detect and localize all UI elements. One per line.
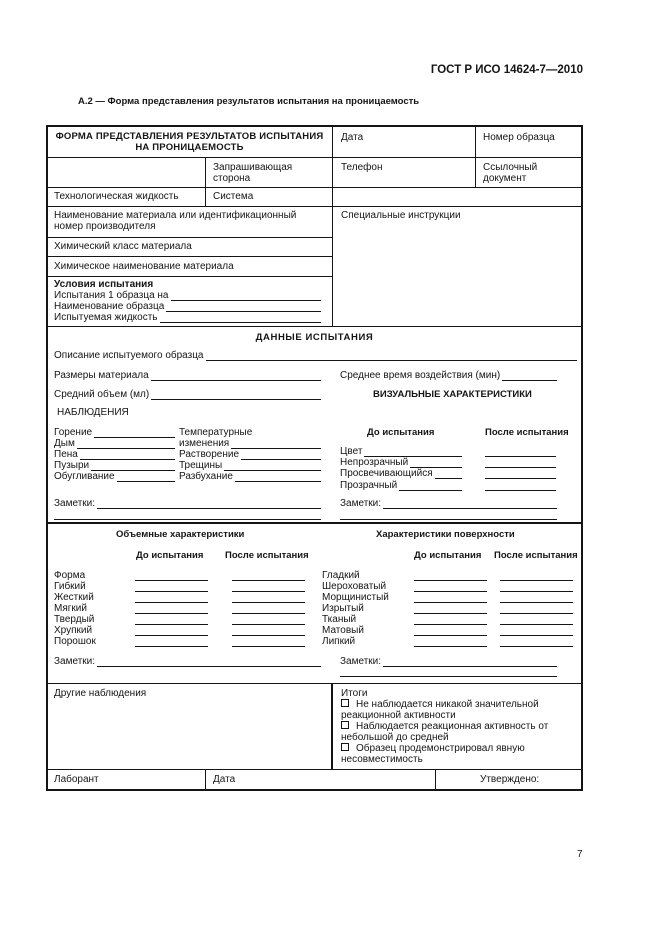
notes-field — [340, 498, 557, 509]
fill-line — [485, 478, 556, 479]
table-rule — [47, 157, 582, 158]
observation-label: Пена — [54, 449, 78, 460]
visual-after-header: После испытания — [485, 427, 569, 438]
process-fluid-label: Технологическая жидкость — [54, 191, 179, 202]
annex-heading: А.2 — Форма представления результатов испытания на проницаемость — [78, 96, 420, 107]
fill-line — [135, 613, 208, 614]
volumetric-item-label: Жесткий — [54, 592, 94, 603]
checkbox-icon — [341, 743, 349, 751]
observation-item — [179, 460, 321, 471]
fill-line — [414, 591, 487, 592]
other-observations-label: Другие наблюдения — [54, 688, 147, 699]
fill-line — [500, 613, 573, 614]
fill-line — [500, 602, 573, 603]
fill-line — [160, 313, 321, 323]
fill-line — [414, 602, 487, 603]
fill-line — [500, 635, 573, 636]
table-divider — [331, 683, 333, 769]
observation-item — [54, 471, 175, 482]
table-rule — [47, 522, 582, 524]
volumetric-title: Объемные характеристики — [116, 529, 245, 540]
volumetric-item-label: Порошок — [54, 636, 96, 647]
observation-item — [179, 471, 321, 482]
result-option — [341, 699, 539, 721]
fill-line — [135, 580, 208, 581]
chemical-name-label: Химическое наименование материала — [54, 261, 234, 272]
footer-date-label: Дата — [213, 774, 236, 785]
fill-line — [135, 591, 208, 592]
fill-line — [97, 499, 321, 509]
technician-label: Лаборант — [54, 774, 99, 785]
avg-exposure-time-field — [340, 370, 557, 381]
surface-item-label: Гладкий — [322, 570, 360, 581]
visual-item-label: Цвет — [340, 446, 363, 457]
observation-label: Разбухание — [179, 471, 233, 482]
fill-line — [135, 635, 208, 636]
surface-after-header: После испытания — [494, 550, 578, 561]
fill-line — [232, 591, 305, 592]
fill-line — [410, 458, 462, 468]
fill-line — [414, 624, 487, 625]
system-label: Система — [213, 191, 254, 202]
notes-label: Заметки: — [54, 498, 96, 509]
fill-line — [97, 657, 321, 667]
date-label: Дата — [341, 132, 364, 143]
table-rule — [47, 237, 332, 238]
fill-line — [414, 580, 487, 581]
fill-line — [135, 602, 208, 603]
fill-line — [414, 613, 487, 614]
fill-line — [117, 472, 175, 482]
visual-item-label: Прозрачный — [340, 480, 398, 491]
observation-item — [179, 438, 321, 449]
table-rule — [47, 206, 582, 207]
avg-volume-field — [54, 389, 321, 400]
volumetric-item-label: Гибкий — [54, 581, 86, 592]
surface-title: Характеристики поверхности — [376, 529, 515, 540]
observation-label: Горение — [54, 427, 93, 438]
fill-line — [151, 390, 321, 400]
fill-line — [232, 646, 305, 647]
surface-item-label: Матовый — [322, 625, 364, 636]
fill-line — [224, 461, 321, 471]
sample-description-label: Описание испытуемого образца — [54, 350, 204, 361]
result-option — [341, 721, 548, 743]
observation-label: Трещины — [179, 460, 223, 471]
observation-label: Температурные — [179, 427, 253, 438]
observation-item — [54, 438, 175, 449]
observation-item — [54, 460, 175, 471]
notes-field — [340, 656, 557, 667]
fill-line — [135, 624, 208, 625]
avg-volume-label: Средний объем (мл) — [54, 389, 150, 400]
test-data-title: ДАННЫЕ ИСПЫТАНИЯ — [255, 332, 374, 343]
fill-line — [232, 624, 305, 625]
standard-designation: ГОСТ Р ИСО 14624-7—2010 — [430, 64, 583, 76]
fill-line — [91, 461, 175, 471]
fill-line — [383, 657, 557, 667]
page-number: 7 — [577, 849, 583, 860]
observation-label: изменения — [179, 438, 230, 449]
fill-line — [241, 450, 321, 460]
observation-label: Растворение — [179, 449, 240, 460]
form-title: ФОРМА ПРЕДСТАВЛЕНИЯ РЕЗУЛЬТАТОВ ИСПЫТАНИЯ НА ПРОНИЦАЕМОСТЬ — [55, 131, 324, 153]
fill-line — [340, 519, 557, 520]
observation-label: Дым — [54, 438, 75, 449]
reference-document-label: Ссылочный документ — [483, 162, 538, 184]
fill-line — [485, 456, 556, 457]
fill-line — [485, 467, 556, 468]
table-rule — [47, 187, 582, 188]
table-rule — [47, 769, 582, 770]
test-conditions-field-label: Наименование образца — [54, 301, 165, 312]
surface-item-label: Морщинистый — [322, 592, 389, 603]
fill-line — [166, 302, 321, 312]
sample-description-field — [54, 350, 577, 361]
fill-line — [485, 490, 556, 491]
result-option-label: Не наблюдается никакой значительной реакционной активности — [341, 699, 539, 721]
visual-characteristics-title: ВИЗУАЛЬНЫЕ ХАРАКТЕРИСТИКИ — [373, 389, 532, 400]
result-option-label: Образец продемонстрировал явную несовместимость — [341, 743, 525, 765]
table-rule — [47, 683, 582, 684]
notes-field — [54, 656, 321, 667]
material-dimensions-field — [54, 370, 321, 381]
fill-line — [80, 450, 175, 460]
material-dimensions-label: Размеры материала — [54, 370, 149, 381]
fill-line — [232, 602, 305, 603]
test-conditions-field-label: Испытания 1 образца на — [54, 290, 169, 301]
fill-line — [502, 371, 557, 381]
test-conditions-field — [54, 312, 321, 323]
table-rule — [47, 276, 332, 277]
fill-line — [232, 635, 305, 636]
notes-label: Заметки: — [340, 498, 382, 509]
observation-item — [179, 449, 321, 460]
visual-item-label: Просвечивающийся — [340, 468, 433, 479]
fill-line — [414, 635, 487, 636]
surface-item-label: Изрытый — [322, 603, 364, 614]
fill-line — [151, 371, 321, 381]
result-option-label: Наблюдается реакционная активность от небольшой до средней — [341, 721, 549, 743]
fill-line — [171, 291, 322, 301]
result-option — [341, 743, 525, 765]
surface-item-label: Липкий — [322, 636, 356, 647]
table-divider — [205, 769, 206, 790]
results-title: Итоги — [341, 688, 368, 699]
volumetric-after-header: После испытания — [225, 550, 309, 561]
fill-line — [340, 676, 557, 677]
fill-line — [500, 646, 573, 647]
fill-line — [414, 646, 487, 647]
fill-line — [135, 646, 208, 647]
surface-item-label: Шероховатый — [322, 581, 387, 592]
test-conditions-field — [54, 290, 321, 301]
observation-label: Обугливание — [54, 471, 115, 482]
fill-line — [206, 351, 578, 361]
fill-line — [500, 580, 573, 581]
fill-line — [54, 519, 321, 520]
fill-line — [399, 481, 462, 491]
checkbox-icon — [341, 699, 349, 707]
table-divider — [332, 126, 333, 326]
fill-line — [235, 472, 321, 482]
notes-field — [54, 498, 321, 509]
fill-line — [77, 439, 175, 449]
volumetric-item-label: Хрупкий — [54, 625, 93, 636]
visual-before-header: До испытания — [367, 427, 435, 438]
fill-line — [435, 469, 462, 479]
visual-item — [340, 446, 462, 457]
surface-before-header: До испытания — [414, 550, 482, 561]
table-divider — [475, 126, 476, 187]
table-divider — [435, 769, 436, 790]
material-name-label: Наименование материала или идентификационный номер производителя — [54, 210, 297, 232]
observation-item — [54, 427, 175, 438]
volumetric-item-label: Форма — [54, 570, 86, 581]
fill-line — [94, 428, 175, 438]
observations-title: НАБЛЮДЕНИЯ — [57, 407, 129, 418]
test-conditions-field — [54, 301, 321, 312]
volumetric-item-label: Мягкий — [54, 603, 87, 614]
surface-item-label: Тканый — [322, 614, 357, 625]
fill-line — [232, 580, 305, 581]
fill-line — [500, 624, 573, 625]
volumetric-before-header: До испытания — [136, 550, 204, 561]
checkbox-icon — [341, 721, 349, 729]
special-instructions-label: Специальные инструкции — [341, 210, 461, 221]
visual-item — [340, 457, 462, 468]
notes-label: Заметки: — [54, 656, 96, 667]
chemical-class-label: Химический класс материала — [54, 241, 192, 252]
test-conditions-title: Условия испытания — [54, 279, 154, 290]
fill-line — [231, 439, 321, 449]
sample-number-label: Номер образца — [483, 132, 555, 143]
table-divider — [205, 157, 206, 206]
visual-item-label: Непрозрачный — [340, 457, 409, 468]
volumetric-item-label: Твердый — [54, 614, 95, 625]
fill-line — [232, 613, 305, 614]
table-rule — [47, 326, 582, 327]
observation-label: Пузыри — [54, 460, 90, 471]
fill-line — [500, 591, 573, 592]
test-conditions-field-label: Испытуемая жидкость — [54, 312, 158, 323]
visual-item — [340, 480, 462, 491]
table-rule — [47, 256, 332, 257]
requesting-party-label: Запрашивающая сторона — [213, 162, 293, 184]
fill-line — [364, 447, 462, 457]
fill-line — [383, 499, 557, 509]
approved-label: Утверждено: — [480, 774, 540, 785]
visual-item — [340, 468, 462, 479]
phone-label: Телефон — [341, 162, 383, 173]
avg-exposure-time-label: Среднее время воздействия (мин) — [340, 370, 501, 381]
observation-item — [54, 449, 175, 460]
notes-label: Заметки: — [340, 656, 382, 667]
